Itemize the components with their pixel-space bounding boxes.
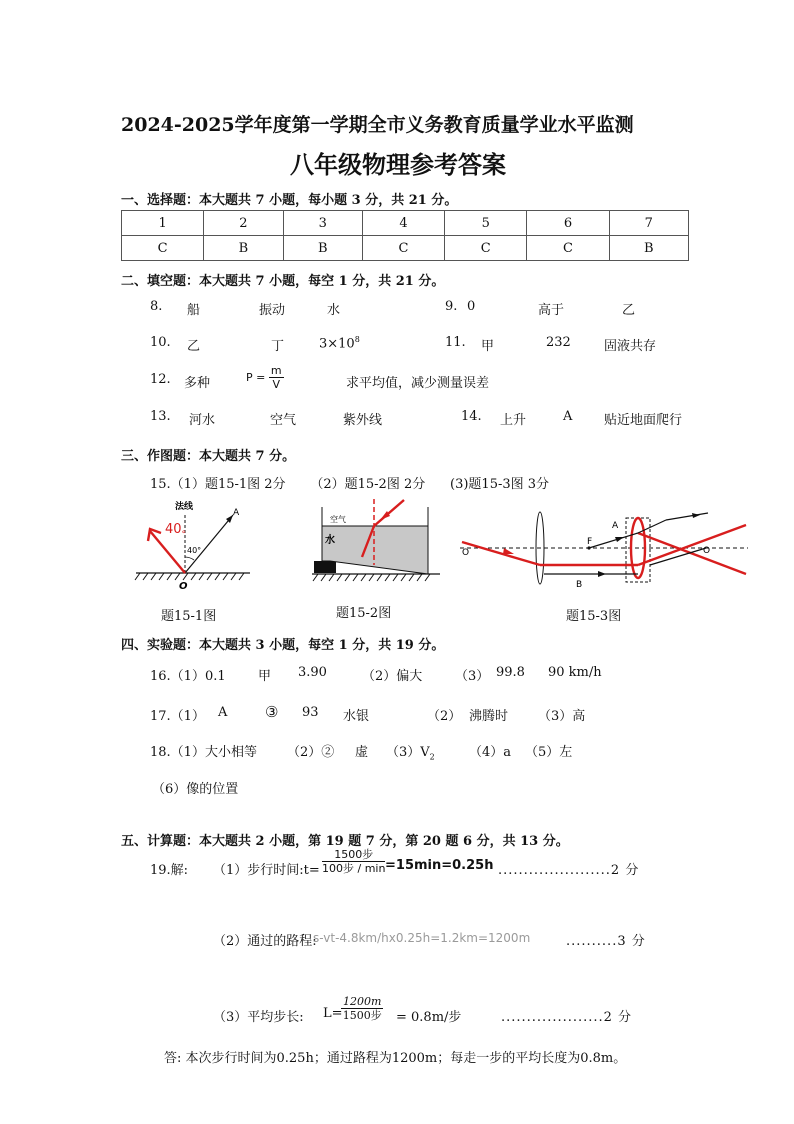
angle-red-label: [165, 522, 186, 540]
air-label: 空气: [330, 515, 346, 524]
table-cell: 1: [122, 211, 204, 236]
q18-v-sub: 2: [429, 752, 435, 762]
q9-num: 9.: [445, 299, 458, 314]
figure-15-2-caption: 题15-2图: [336, 606, 392, 621]
q19-label: 19.解:: [150, 863, 189, 878]
q8-answer: 船: [187, 303, 201, 318]
table-cell: 6: [527, 211, 609, 236]
q9-answer: 乙: [622, 303, 636, 318]
q12-answer: 求平均值，减少测量误差: [346, 376, 490, 391]
formula-num: m: [270, 364, 282, 377]
step3-label: （3）平均步长:: [213, 1010, 304, 1025]
table-cell: 3: [283, 211, 362, 236]
table-cell: B: [204, 236, 283, 261]
point-a-label: A: [233, 508, 240, 518]
step1-num: 1500步: [322, 848, 385, 862]
q12-answer: 多种: [184, 376, 211, 391]
angle-black-label: 40°: [187, 546, 202, 555]
q18-answer: （4）a: [469, 745, 512, 760]
figure-15-1-caption: 题15-1图: [161, 609, 217, 624]
step3-num: 1200m: [343, 995, 382, 1008]
table-cell: C: [445, 236, 527, 261]
q18-answer: 18.（1）大小相等: [150, 745, 257, 760]
q16-answer: 16.（1）0.1: [150, 669, 226, 684]
section5-heading: 五、计算题：本大题共 2 小题，第 19 题 7 分，第 20 题 6 分，共 13 分。: [121, 834, 569, 849]
water-label: 水: [325, 535, 335, 546]
q14-num: 14.: [461, 409, 482, 424]
table-row-numbers: [122, 211, 689, 236]
table-cell: C: [122, 236, 204, 261]
label-o-right: O: [703, 546, 711, 556]
q16-answer: （2）偏大: [362, 669, 423, 684]
q17-answer: A: [218, 705, 228, 720]
q13-answer: 紫外线: [343, 413, 383, 428]
q11-answer: 固液共存: [604, 339, 657, 354]
table-row-answers: [122, 236, 689, 261]
step3-result: = 0.8m/步: [396, 1010, 462, 1025]
figure-15-1: [132, 495, 254, 595]
q16-answer: 甲: [258, 669, 272, 684]
formula-lhs: P =: [246, 371, 266, 384]
q17-answer: ③: [265, 703, 279, 721]
q11-answer: 232: [546, 335, 571, 350]
q18-answer: [386, 741, 435, 762]
q11-num: 11.: [445, 335, 466, 350]
figure-15-2: [308, 495, 444, 585]
figure-15-3-caption: 题15-3图: [566, 609, 622, 624]
q10-answer: [319, 335, 360, 351]
step1-frac: [322, 848, 385, 875]
label-b: B: [576, 580, 583, 590]
q10-answer: 乙: [187, 339, 201, 354]
label-o-left: O: [462, 548, 470, 558]
q17-answer: 水银: [343, 709, 370, 724]
table-cell: C: [527, 236, 609, 261]
q18-v: （3）V: [386, 745, 430, 760]
q10-answer: 丁: [271, 339, 285, 354]
figure-15-3: [456, 495, 752, 595]
step1-label: （1）步行时间:t=: [213, 863, 320, 878]
q14-answer: 上升: [500, 413, 527, 428]
table-cell: B: [283, 236, 362, 261]
q9-answer: 0: [467, 299, 476, 314]
angle-red-degree: °: [181, 530, 187, 540]
q11-answer: 甲: [481, 339, 495, 354]
step2-label: （2）通过的路程:: [213, 934, 317, 949]
formula-fraction: [269, 364, 284, 391]
q8-answer: 水: [327, 303, 341, 318]
q17-answer: 沸腾时: [469, 709, 509, 724]
table-cell: B: [609, 236, 688, 261]
q17-answer: 17.（1）: [150, 709, 205, 724]
q18-answer: 虚: [355, 745, 369, 760]
q16-answer: 99.8: [496, 665, 525, 680]
q13-answer: 空气: [270, 413, 297, 428]
section1-heading: 一、选择题：本大题共 7 小题，每小题 3 分，共 21 分。: [121, 193, 458, 208]
q18-answer: （6）像的位置: [152, 782, 239, 797]
step1-result: =15min=0.25h: [385, 858, 494, 873]
label-f: F: [587, 537, 593, 547]
q8-num: 8.: [150, 299, 163, 314]
step1-fraction: [322, 848, 385, 875]
step3-den: 1500步: [342, 1009, 382, 1022]
table-cell: 2: [204, 211, 283, 236]
step3-fraction: [341, 995, 383, 1022]
q14-answer: 贴近地面爬行: [604, 413, 683, 428]
q17-answer: （3）高: [538, 709, 586, 724]
step1-score: ......................2 分: [498, 863, 640, 878]
step2-formula: s-vt-4.8km/hx0.25h=1.2km=1200m: [313, 931, 531, 945]
q12-num: 12.: [150, 372, 171, 387]
section4-heading: 四、实验题：本大题共 3 小题，每空 1 分，共 19 分。: [121, 638, 445, 653]
table-cell: 7: [609, 211, 688, 236]
q10-exp: 8: [354, 335, 360, 344]
density-formula: [246, 364, 284, 391]
table-cell: 4: [362, 211, 444, 236]
q10-num: 10.: [150, 335, 171, 350]
angle-red-value: 40: [165, 522, 182, 537]
q18-answer: （2）②: [287, 745, 335, 760]
q8-answer: 振动: [259, 303, 286, 318]
section2-heading: 二、填空题：本大题共 7 小题，每空 1 分，共 21 分。: [121, 274, 445, 289]
conclusion: 答: 本次步行时间为0.25h；通过路程为1200m；每走一步的平均长度为0.8m。: [164, 1051, 627, 1066]
step3-frac: [341, 995, 383, 1022]
step2-score: ..........3 分: [566, 934, 646, 949]
point-o-label: O: [179, 581, 188, 592]
table-cell: C: [362, 236, 444, 261]
q14-answer: A: [563, 409, 573, 424]
step3-score: ....................2 分: [501, 1010, 633, 1025]
q16-answer: 3.90: [298, 665, 327, 680]
answer-table: [121, 210, 689, 261]
normal-label: 法线: [175, 502, 194, 512]
q17-answer: （2）: [427, 709, 462, 724]
q10-base: 3×10: [319, 336, 355, 352]
table-cell: 5: [445, 211, 527, 236]
q17-answer: 93: [302, 705, 319, 720]
q18-answer: （5）左: [525, 745, 573, 760]
q16-answer: （3）: [455, 669, 490, 684]
q9-answer: 高于: [538, 303, 565, 318]
q15-line: 15.（1）题15-1图 2分 （2）题15-2图 2分 (3)题15-3图 3分: [150, 477, 550, 492]
label-a: A: [612, 521, 619, 531]
exam-title: 2024-2025学年度第一学期全市义务教育质量学业水平监测: [121, 114, 634, 136]
page-title: 八年级物理参考答案: [290, 150, 506, 179]
formula-den: V: [272, 378, 280, 391]
q13-answer: 河水: [189, 413, 216, 428]
step3-lhs: L=: [323, 1006, 343, 1021]
q16-answer: 90 km/h: [548, 665, 602, 680]
step1-den: 100步 / min: [322, 862, 386, 875]
q13-num: 13.: [150, 409, 171, 424]
section3-heading: 三、作图题：本大题共 7 分。: [121, 449, 296, 464]
